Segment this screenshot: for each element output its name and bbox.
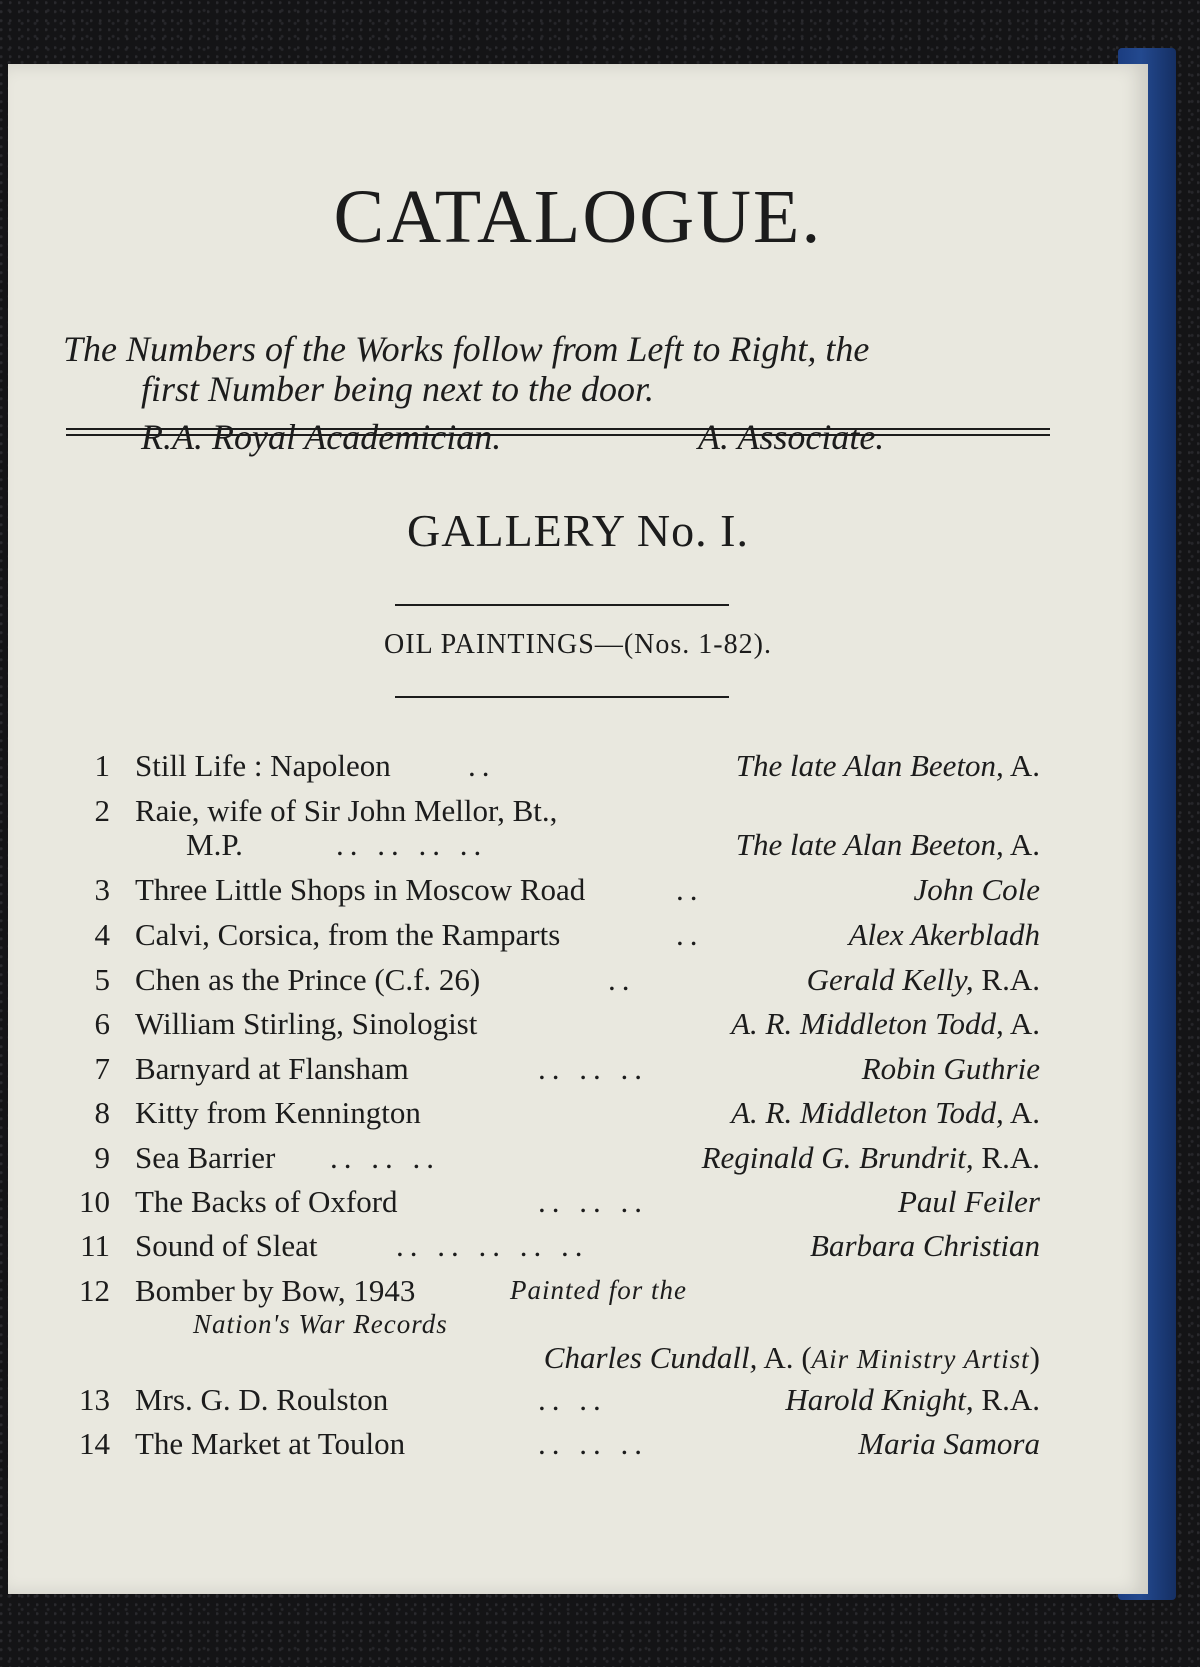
entry-artist-line [862,1053,1040,1084]
entry-credit-close: ) [1029,1340,1040,1375]
entry-number: 2 [94,793,110,828]
entry-number: 7 [94,1051,110,1086]
entry-artist: Harold Knight, [785,1382,974,1417]
entry-title: The Backs of Oxford [135,1184,398,1219]
entry-leader-dots: .. [468,748,496,783]
entry-leader-dots: .. .. .. [538,1184,648,1219]
entry-rank: R.A. [981,962,1040,997]
entry-artist-line [544,1342,1040,1373]
entry-artist-line [702,1142,1040,1173]
entry-artist: A. R. Middleton Todd, [731,1095,1004,1130]
entry-note: Painted for the [510,1275,687,1305]
entry-leader-dots: .. [676,917,704,952]
entry-credit: Air Ministry Artist [811,1344,1030,1374]
page-title: CATALOGUE. [333,175,823,259]
entry-artist: John Cole [913,872,1040,907]
entry-title: William Stirling, Sinologist [135,1006,478,1041]
entry-number: 6 [94,1006,110,1041]
gallery-title: GALLERY No. I. [407,505,749,556]
entry-artist-line [898,1186,1040,1217]
entry-leader-dots: .. [676,872,704,907]
entry-rank: A. [1009,748,1040,783]
entry-title: Mrs. G. D. Roulston [135,1382,389,1417]
double-rule-top [66,428,1050,430]
section-rule-bottom [395,696,729,698]
entry-number: 4 [94,917,110,952]
entry-artist: Reginald G. Brundrit, [701,1140,974,1175]
entry-rank: A. [763,1340,794,1375]
intro-line-1: The Numbers of the Works follow from Left to Right, the [63,329,870,369]
entry-artist: A. R. Middleton Todd, [731,1006,1004,1041]
entry-title: The Market at Toulon [135,1426,406,1461]
entry-artist-line [858,1428,1040,1459]
abbr-associate: A. Associate. [698,417,885,457]
entry-artist-line [731,1097,1040,1128]
entry-title: Three Little Shops in Moscow Road [135,872,586,907]
entry-artist-line [736,750,1040,781]
section-title: OIL PAINTINGS—(Nos. 1-82). [384,629,772,660]
abbr-royal-academician: R.A. Royal Academician. [141,417,502,457]
entry-note-continued: Nation's War Records [193,1309,448,1339]
entry-title: Raie, wife of Sir John Mellor, Bt., [135,793,558,828]
entry-rank: R.A. [981,1382,1040,1417]
entry-number: 12 [79,1273,110,1308]
entry-title: Still Life : Napoleon [135,748,391,783]
entry-artist: Maria Samora [858,1426,1040,1461]
entry-artist: Robin Guthrie [861,1051,1040,1086]
entry-artist: The late Alan Beeton, [735,748,1004,783]
catalogue-page [8,64,1148,1594]
section-rule-top [395,604,729,606]
entry-number: 9 [94,1140,110,1175]
entry-artist: Paul Feiler [897,1184,1040,1219]
entry-rank: A. [1009,1006,1040,1041]
entry-artist: The late Alan Beeton, [735,827,1004,862]
entry-artist-line [731,1008,1040,1039]
entry-title-continued: M.P. [186,827,243,862]
double-rule-bottom [66,434,1050,436]
intro-line-2: first Number being next to the door. [141,369,654,409]
entry-leader-dots: .. .. .. .. [336,827,488,862]
entry-credit-open: ( [801,1340,812,1375]
entry-artist-line [736,829,1040,860]
entry-artist-line [807,964,1040,995]
entry-artist-line [913,874,1040,905]
entry-number: 14 [79,1426,110,1461]
entry-title: Barnyard at Flansham [135,1051,409,1086]
entry-artist-line [785,1384,1040,1415]
entry-number: 8 [94,1095,110,1130]
entry-artist: Barbara Christian [810,1228,1040,1263]
entry-leader-dots: .. .. .. .. .. [396,1228,589,1263]
entry-artist-line [849,919,1040,950]
entry-number: 10 [79,1184,110,1219]
entry-title: Calvi, Corsica, from the Ramparts [135,917,561,952]
entry-number: 1 [94,748,110,783]
entry-number: 3 [94,872,110,907]
entry-title: Sound of Sleat [135,1228,318,1263]
entry-artist: Gerald Kelly, [806,962,974,997]
entry-title: Bomber by Bow, 1943 [135,1273,416,1308]
entry-number: 11 [80,1228,110,1263]
entry-artist: Charles Cundall, [543,1340,758,1375]
entry-leader-dots: .. .. [538,1382,607,1417]
entry-title: Sea Barrier [135,1140,276,1175]
entry-title: Chen as the Prince (C.f. 26) [135,962,481,997]
entry-rank: A. [1009,1095,1040,1130]
entry-leader-dots: .. .. .. [330,1140,440,1175]
entry-number: 5 [94,962,110,997]
entry-rank: A. [1009,827,1040,862]
entry-number: 13 [79,1382,110,1417]
entry-title: Kitty from Kennington [135,1095,421,1130]
entry-leader-dots: .. [608,962,636,997]
entry-leader-dots: .. .. .. [538,1051,648,1086]
entry-leader-dots: .. .. .. [538,1426,648,1461]
entry-artist: Alex Akerbladh [848,917,1040,952]
entry-rank: R.A. [981,1140,1040,1175]
entry-artist-line [810,1230,1040,1261]
